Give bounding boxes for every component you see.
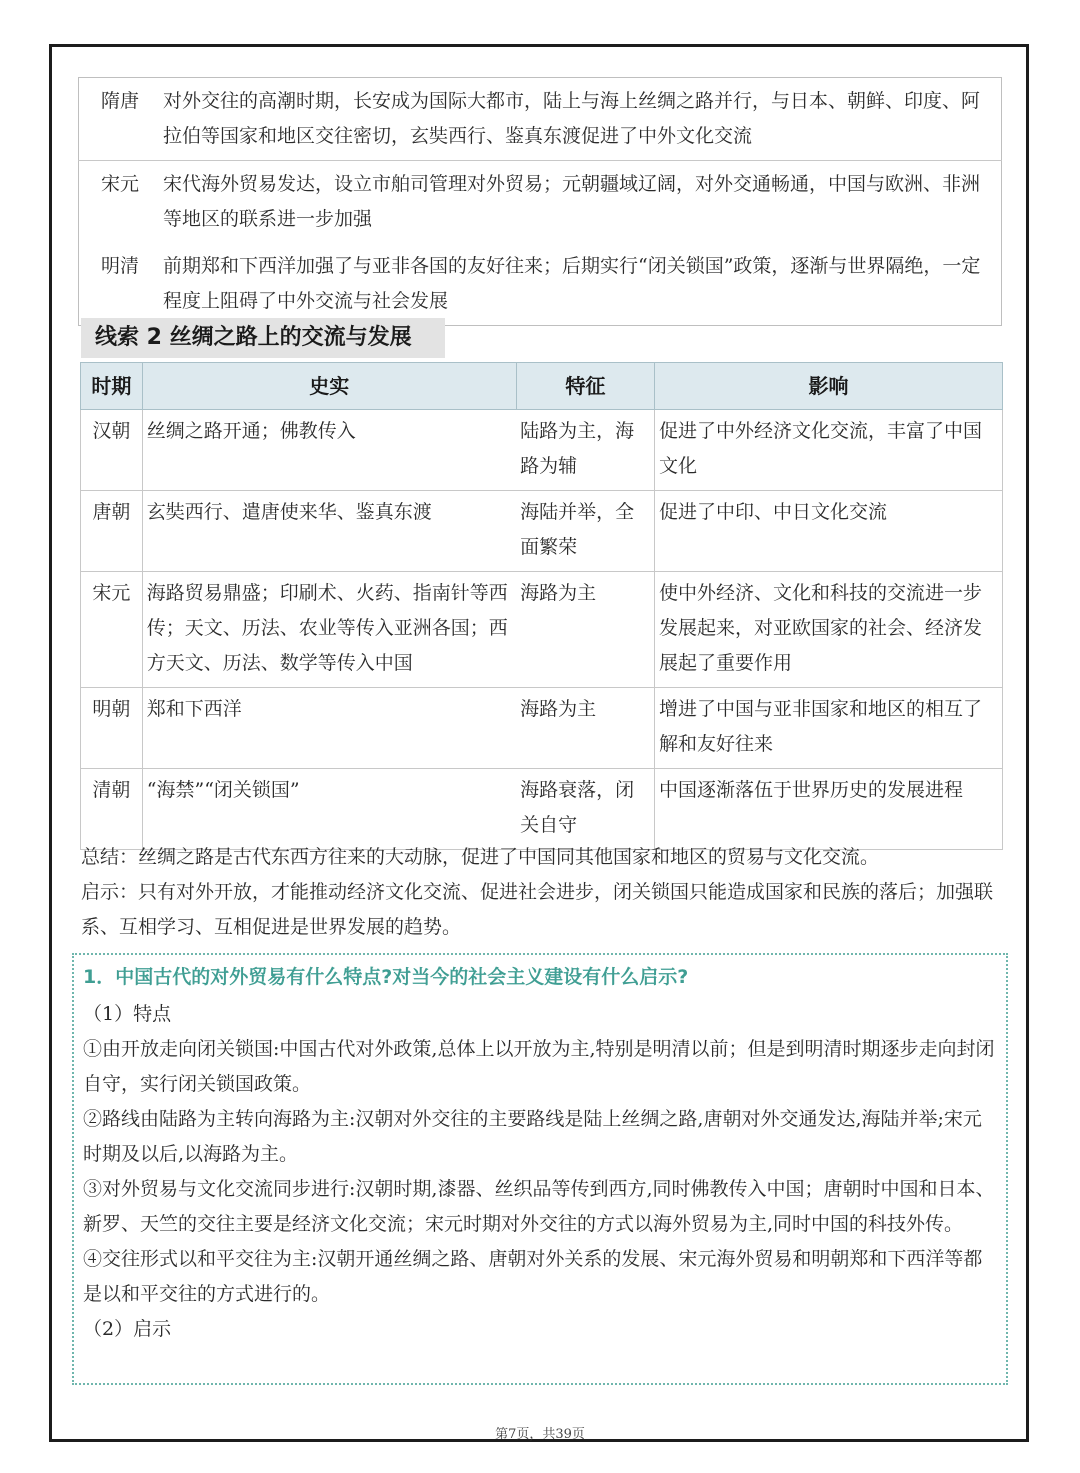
- table-row: [81, 572, 1003, 688]
- header-impact: 影响: [655, 363, 1003, 410]
- subheading-features: （1）特点: [83, 1003, 172, 1025]
- header-fact: 史实: [142, 363, 516, 410]
- impact-cell: 使中外经济、文化和科技的交流进一步发展起来，对亚欧国家的社会、经济发展起了重要作用: [655, 572, 1003, 688]
- table-row: [81, 491, 1003, 572]
- description-cell: 前期郑和下西洋加强了与亚非各国的友好往来；后期实行“闭关锁国”政策，逐渐与世界隔绝，一定程度上阻碍了中外交流与社会发展: [163, 255, 981, 312]
- summary-block: [81, 840, 1003, 945]
- impact-cell: 促进了中外经济文化交流，丰富了中国文化: [655, 410, 1003, 491]
- table-row: [79, 161, 1002, 244]
- table-header-row: [81, 363, 1003, 410]
- feature-point: ①由开放走向闭关锁国:中国古代对外政策,总体上以开放为主,特别是明清以前；但是到明清时期逐步走向封闭自守，实行闭关锁国政策。: [83, 1038, 995, 1095]
- summary-conclusion: 总结：丝绸之路是古代东西方往来的大动脉，促进了中国同其他国家和地区的贸易与文化交流。: [81, 846, 880, 868]
- question-title: 1．中国古代的对外贸易有什么特点?对当今的社会主义建设有什么启示?: [83, 966, 689, 988]
- period-cell: 隋唐: [79, 78, 156, 161]
- impact-cell: 中国逐渐落伍于世界历史的发展进程: [655, 769, 1003, 850]
- table-row: [79, 78, 1002, 161]
- subheading-inspiration: （2）启示: [83, 1318, 172, 1340]
- summary-inspiration: 启示：只有对外开放，才能推动经济文化交流、促进社会进步，闭关锁国只能造成国家和民族的落后；加强联系、互相学习、互相促进是世界发展的趋势。: [81, 881, 994, 938]
- feature-point: ③对外贸易与文化交流同步进行:汉朝时期,漆器、丝织品等传到西方,同时佛教传入中国；唐朝时中国和日本、新罗、天竺的交往主要是经济文化交流；宋元时期对外交往的方式以海外贸易为主,同时中国的科技外传。: [83, 1178, 995, 1235]
- period-cell: 汉朝: [81, 410, 143, 491]
- header-period: 时期: [81, 363, 143, 410]
- feature-cell: 海路为主: [516, 572, 654, 688]
- impact-cell: 促进了中印、中日文化交流: [655, 491, 1003, 572]
- page-number: 第7页，共39页: [495, 1427, 585, 1442]
- period-cell: 唐朝: [81, 491, 143, 572]
- table-row: [79, 243, 1002, 326]
- feature-cell: 陆路为主，海路为辅: [516, 410, 654, 491]
- table-row: [81, 769, 1003, 850]
- description-cell: 对外交往的高潮时期，长安成为国际大都市，陆上与海上丝绸之路并行，与日本、朝鲜、印度、阿拉伯等国家和地区交往密切，玄奘西行、鉴真东渡促进了中外文化交流: [155, 78, 1002, 161]
- feature-point: ④交往形式以和平交往为主:汉朝开通丝绸之路、唐朝对外关系的发展、宋元海外贸易和明朝郑和下西洋等都是以和平交往的方式进行的。: [83, 1248, 983, 1305]
- fact-cell: 玄奘西行、遣唐使来华、鉴真东渡: [142, 491, 516, 572]
- impact-cell: 增进了中国与亚非国家和地区的相互了解和友好往来: [655, 688, 1003, 769]
- feature-cell: 海路为主: [516, 688, 654, 769]
- period-cell: 明朝: [81, 688, 143, 769]
- question-box: [72, 953, 1008, 1385]
- period-cell: 明清: [100, 255, 139, 277]
- era-overview-table: [78, 77, 1002, 326]
- fact-cell: 郑和下西洋: [142, 688, 516, 769]
- section-title: 线索 2 丝绸之路上的交流与发展: [81, 318, 445, 358]
- feature-cell: 海路衰落，闭关自守: [516, 769, 654, 850]
- fact-cell: 丝绸之路开通；佛教传入: [142, 410, 516, 491]
- period-cell: 宋元: [81, 572, 143, 688]
- period-cell: 清朝: [81, 769, 143, 850]
- feature-point: ②路线由陆路为主转向海路为主:汉朝对外交往的主要路线是陆上丝绸之路,唐朝对外交通发达,海陆并举;宋元时期及以后,以海路为主。: [83, 1108, 982, 1165]
- feature-cell: 海陆并举，全面繁荣: [516, 491, 654, 572]
- period-cell: 宋元: [100, 173, 139, 195]
- fact-cell: “海禁”“闭关锁国”: [142, 769, 516, 850]
- description-cell: 宋代海外贸易发达，设立市舶司管理对外贸易；元朝疆域辽阔，对外交通畅通，中国与欧洲、非洲等地区的联系进一步加强: [163, 173, 981, 230]
- table-row: [81, 688, 1003, 769]
- silk-road-table: [80, 362, 1003, 850]
- header-feature: 特征: [516, 363, 654, 410]
- fact-cell: 海路贸易鼎盛；印刷术、火药、指南针等西传；天文、历法、农业等传入亚洲各国；西方天文、历法、数学等传入中国: [142, 572, 516, 688]
- table-row: [81, 410, 1003, 491]
